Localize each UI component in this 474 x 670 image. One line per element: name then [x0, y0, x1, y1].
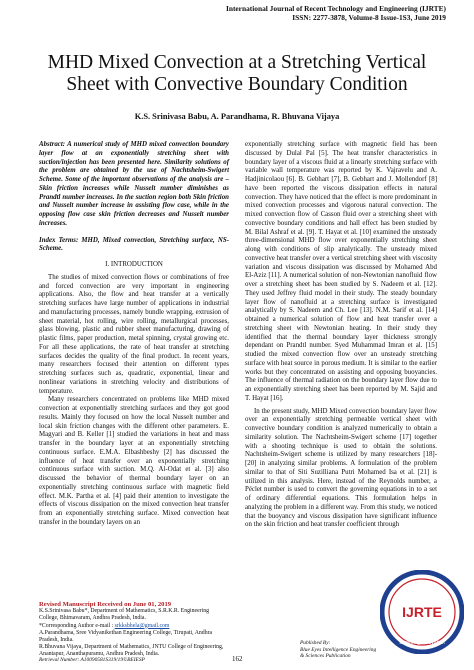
intro-paragraph-2: Many researchers concentrated on problems like MHD mixed convection at exponentially stretching surfaces and they got good results. Mainly they focused on how the local Nusselt number and local skin friction changes with the different other parameters. E. Magyari and B. Keller [1] studied the variations in heat and mass transfer in the boundary layer at an exponentially stretching continuous surface. E.M.A. Elbashbeshy [2] has discussed the influence of heat transfer over an exponentially stretching continuous surface with suction. M.Q. Al-Odat et al. [3] also discussed the behavior of thermal boundary layer on an exponentially stretching continuous surface with magnetic field effect. M.K. Partha et al. [4] paid their attention to investigate the effects of viscous dissipation on the mixed convection heat transfer from an exponentially stretching surface. Mixed convection heat transfer in the boundary layers on an	[39, 396, 229, 526]
journal-issn: ISSN: 2277-3878, Volume-8 Issue-1S3, June 2019	[292, 13, 446, 22]
section-title: I. INTRODUCTION	[105, 261, 163, 268]
right-paragraph-1: exponentially stretching surface with magnetic field has been discussed by Dulal Pal [5]. The heat transfer characteristics in boundary layer of a viscous fluid at a linearly stretching surface with variable wall temperature was reported by K. Vajravelu and A. Hadjinicolaou [6]. B. Gebhart [7], B. Gebhart and J. Mollendorf [8] have been reported the viscous dissipation effects in natural convection. They have noticed that the effect is more predominant in mixed convection processes and vigorous natural convection. The mixed convection flow of Casson fluid over a stretching sheet with convective boundary conditions and hall effect has been studied by M. Bilal Ashraf et al. [9]. T. Hayat et al. [10] examined the unsteady three-dimensional MHD flow over exponentially stretching sheet along with conditions of slip analytically. The unsteady mixed convective heat transfer over a vertical stretching sheet with viscosity variation and viscous dissipation was discussed by Mohamed Abd El-Aziz [11]. A numerical solution of non-Newtonian nanofluid flow over a stretching sheet has been studied by S. Nadeem et al. [12]. They used Jeffrey fluid model in their study. The steady boundary layer flow of nanofluid at a stretching surface is investigated analytically by S. Nadeem and Ch. Lee [13]. N.M. Sarif et al. [14] obtained a numerical solution of flow and heat transfer over a stretching sheet with Newtonian heating. In their study they identified that the thermal boundary layer thickness strongly dependant on Prandtl number. Syed Muhammad Imran et al. [15] studied the mixed convection flow over an unsteady stretching surface with heat source in porous medium. It is similar to the earlier works but they concentrated on assisting and opposing buoyancies. The influence of thermal radiation on the boundary layer flow due to an exponentially stretching sheet has been reported by M. Sajid and T. Hayat [16].	[245, 141, 437, 402]
right-paragraph-2: In the present study, MHD Mixed convection boundary layer flow over an exponentially stretching permeable vertical sheet with convective boundary condition is analyzed numerically to obtain a similarity solution. The Nachtsheim-Swigert scheme [17] together with a shooting technique is used to obtain the solutions. Nachtsheim-Swigert scheme is utilized by many researchers [18]-[20] in analyzing similar problems. A formulation of the problem similar to that of Siti Suzilliana Putri Mohamed Isa et al. [21] is utilized in this analysis. Here, instead of the Reynolds number, a Péclet number is used to convert the governing equations in to a set of ordinary differential equations. This formulation helps in analyzing the problem in a different way. From this study, we noticed that the buoyancy and viscous dissipation have significant influence on the skin friction and heat transfer coefficient through	[245, 407, 437, 529]
logo-brand: IJRTE	[402, 604, 442, 620]
corresponding-label: *Corresponding Author e-mail :	[39, 622, 115, 629]
publisher-line-2: & Sciences Publication	[300, 653, 351, 660]
corresponding-author	[39, 623, 229, 630]
page-number: 162	[232, 655, 243, 663]
title-line-2: Sheet with Convective Boundary Condition	[66, 74, 408, 95]
footnote	[39, 601, 229, 659]
affiliation-1: K.S.Srinivasa Babu*, Department of Mathematics, S.R.K.R. Engineering College, Bhimavaram, Andhra Pradesh, India.	[39, 608, 210, 622]
right-column	[245, 141, 437, 530]
index-terms-label: Index Terms:	[39, 236, 82, 244]
abstract-text: A numerical study of MHD mixed convection boundary layer flow at an exponentially stretching sheet with suction/injection has been presented here. Similarity solutions of the problem are obtained by the use of Nachtsheim-Swigert Scheme. Some of the important observations of the analysis are – Skin friction increases while Nusselt number diminishes as Prandtl number increases. In the suction region both Skin friction and Nusselt number increase in assisting flow case, while in the opposing flow case skin friction decreases and Nusselt number increases.	[39, 141, 229, 227]
index-terms	[39, 237, 229, 255]
ijrte-logo	[380, 570, 464, 654]
affiliation-2: A.Parandhama, Sree Vidyanikethan Engineering College, Tirupati, Andhra Pradesh, India.	[39, 629, 213, 644]
publisher-block	[300, 640, 376, 660]
publisher-line-1: Blue Eyes Intelligence Engineering	[300, 646, 377, 653]
abstract-label: Abstract:	[39, 141, 68, 148]
title-line-1: MHD Mixed Convection at a Stretching Vertical	[47, 52, 427, 73]
intro-paragraph-1: The studies of mixed convection flows or combinations of free and forced convection are very important in engineering applications. Also, the flow and heat transfer at a vertically stretching surfaces have large number of applications in industrial and manufacturing processes, namely bundle wrapping, extrusion of sheet material, hot rolling, wire rolling, metallurgical processes, glass blowing, plastic and rubber sheet manufacturing, drawing of plastic films, paper production, metal spinning, crystal growing etc. For all these applications, the rate of heat transfer at stretching surfaces decides the quality of the final product. In recent years, many researchers focused their attention on different types stretching surfaces such as, quadratic, exponential, linear and nonlinear variations in stretching velocity and distributions of temperature.	[39, 273, 229, 395]
email-link[interactable]: srkksbhela@gmail.com	[114, 622, 170, 629]
published-by-label: Published By:	[300, 640, 331, 646]
index-terms-text: MHD, Mixed convection, Stretching surface, NS-Scheme.	[39, 236, 229, 253]
logo-ring-text: Exploring Innovation	[399, 640, 445, 646]
paper-title	[0, 52, 474, 96]
journal-name: International Journal of Recent Technology and Engineering (IJRTE)	[225, 4, 446, 13]
affiliation-3: R.Bhuvana Vijaya, Department of Mathematics, JNTU College of Engineering, Anantapur, Ananthapuramu, Andhra Pradesh, India.	[39, 644, 224, 658]
retrieval-number: Retrieval Number: A10090581S319/19©BEIESP	[39, 657, 145, 663]
left-column	[39, 141, 229, 528]
received-note: Revised Manuscript Received on June 01, 2019	[39, 601, 172, 608]
abstract	[39, 141, 229, 229]
authors: K.S. Srinivasa Babu, A. Parandhama, R. Bhuvana Vijaya	[134, 112, 340, 121]
journal-header	[226, 4, 446, 22]
